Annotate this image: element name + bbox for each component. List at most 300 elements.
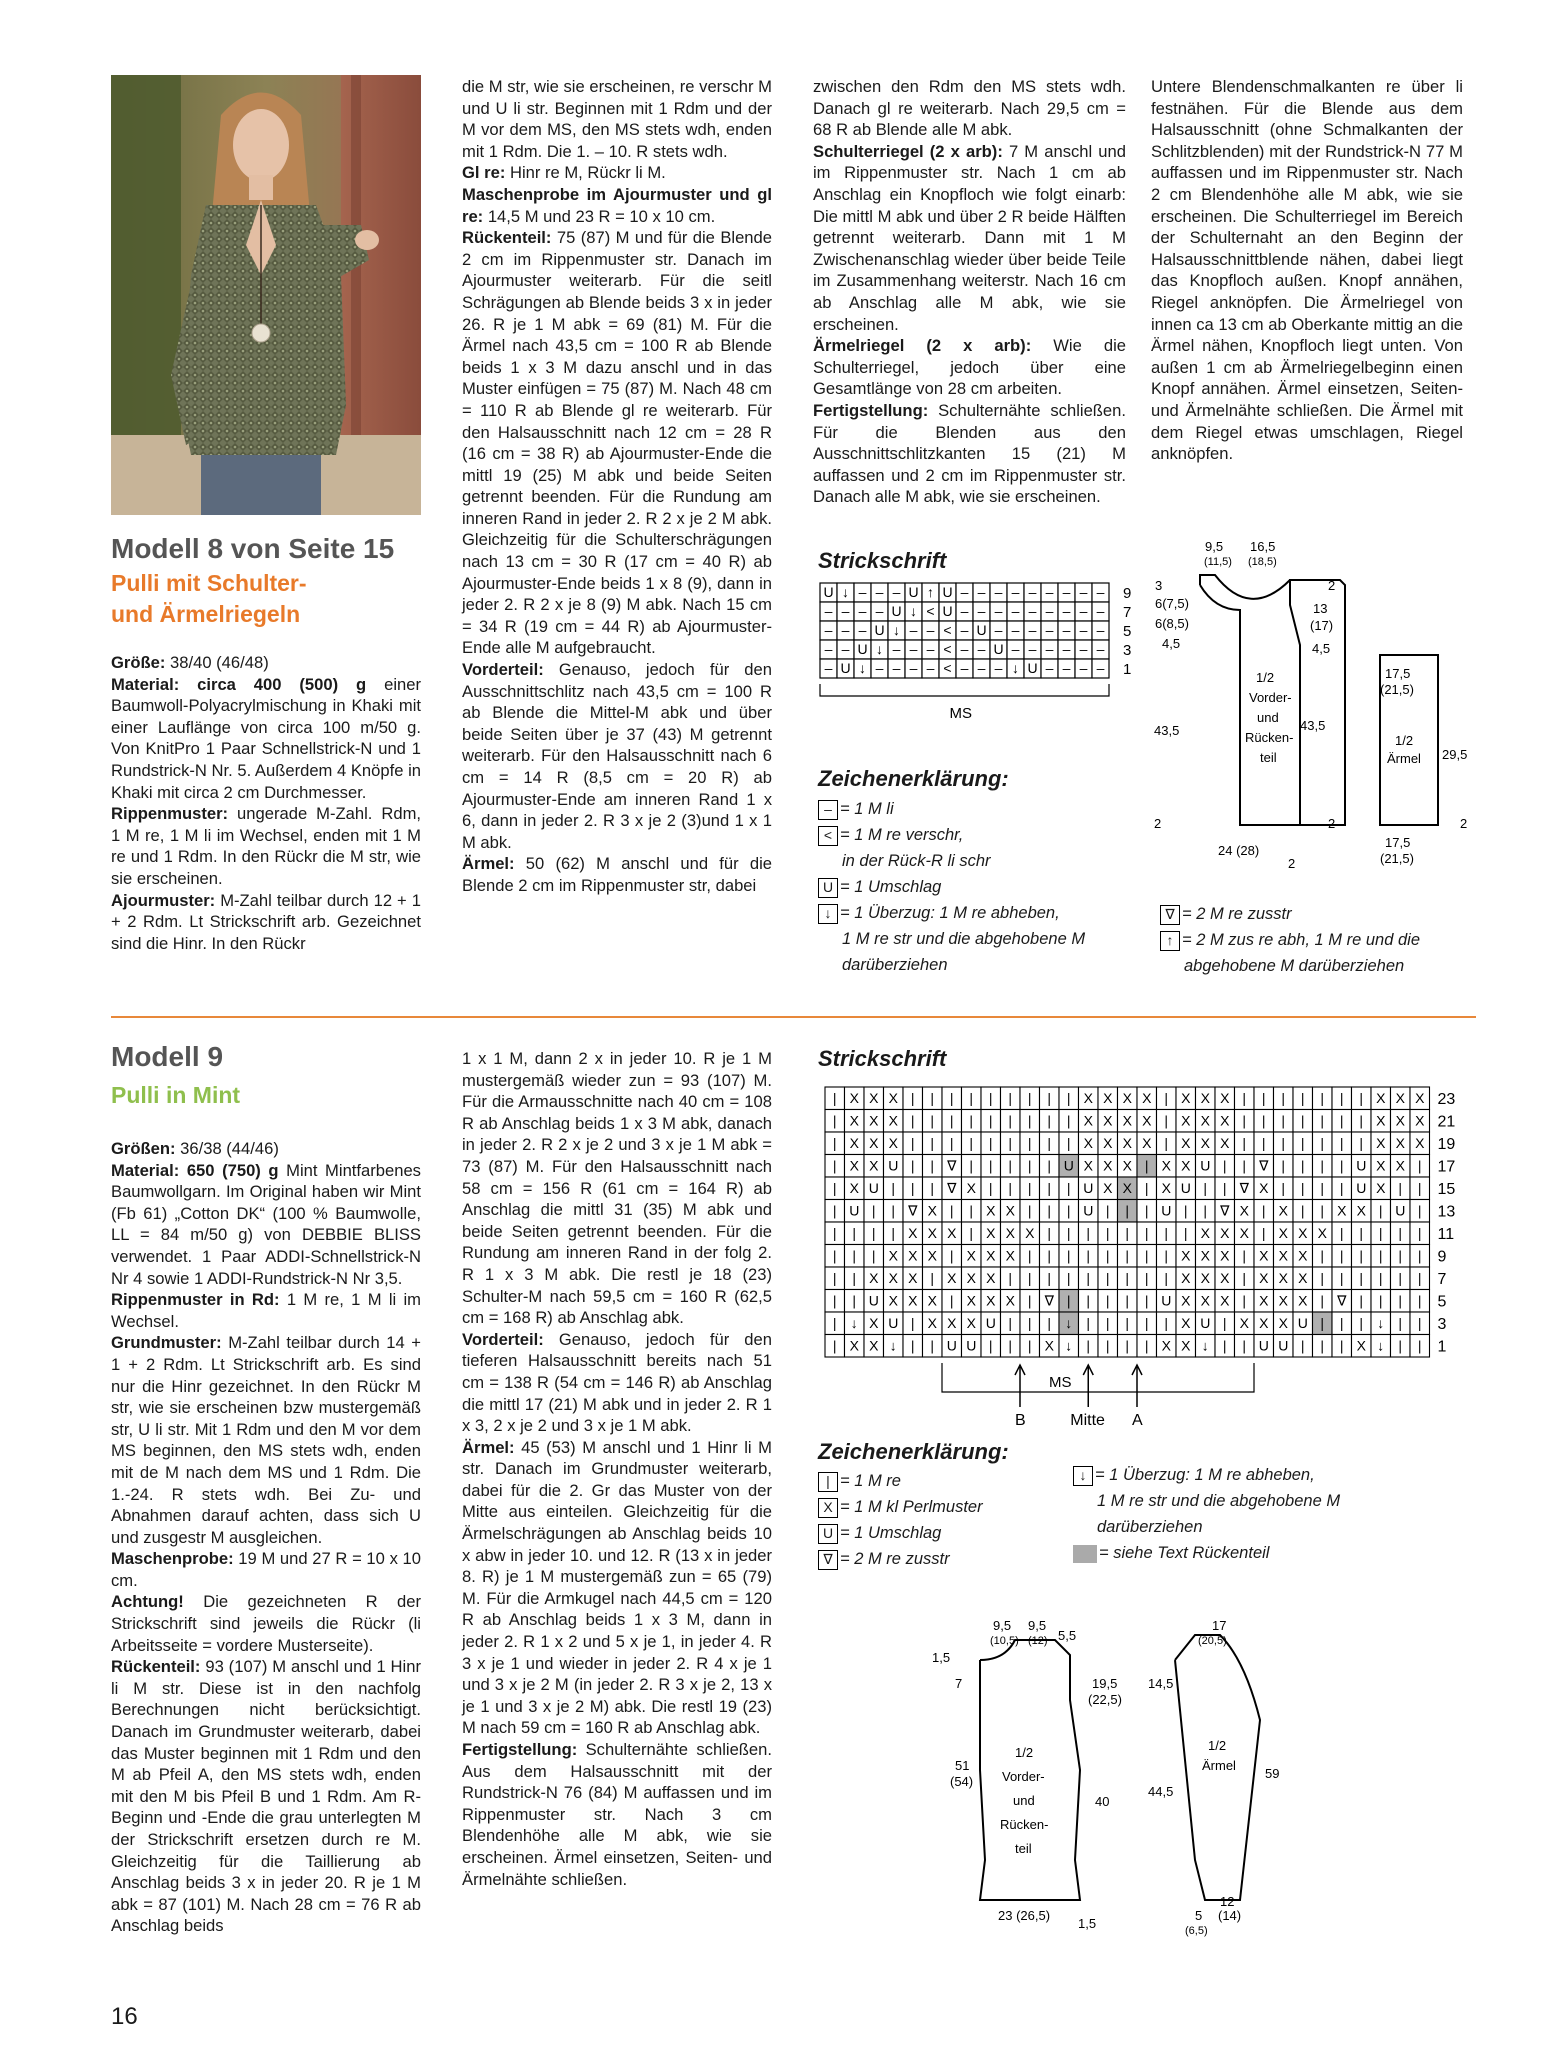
svg-text:–: – — [1062, 584, 1071, 600]
svg-text:|: | — [1144, 1247, 1149, 1264]
model8-legend — [818, 796, 1085, 978]
chart-cell — [1235, 1245, 1255, 1268]
s8-s-r2: 2 — [1460, 816, 1468, 831]
chart-cell — [1157, 1335, 1177, 1358]
svg-text:|: | — [1222, 1157, 1227, 1174]
chart-cell — [981, 1110, 1001, 1133]
paragraph-heading: Größe: — [111, 653, 166, 672]
chart-row-label: 5 — [1123, 623, 1132, 640]
svg-text:↓: ↓ — [1065, 1337, 1073, 1354]
chart-cell — [1001, 1087, 1021, 1110]
chart-cell — [923, 1245, 943, 1268]
chart-cell — [1001, 1132, 1021, 1155]
s8-r13b: (17) — [1310, 618, 1334, 633]
chart-row-label: 19 — [1437, 1136, 1456, 1153]
chart-cell — [990, 583, 1007, 602]
paragraph-text: Die gezeichneten R der Strickschrift sind jeweils die Rückr (li Arbeitsseite = vordere Musterseite). — [111, 1592, 421, 1655]
chart-cell — [990, 621, 1007, 640]
chart-cell — [884, 1222, 904, 1245]
chart-cell — [1274, 1155, 1294, 1178]
chart-cell — [1254, 1222, 1274, 1245]
svg-text:|: | — [1398, 1180, 1403, 1196]
chart-cell — [1391, 1177, 1411, 1200]
svg-text:|: | — [1417, 1292, 1422, 1309]
svg-text:X: X — [1376, 1180, 1386, 1196]
paragraph — [462, 853, 772, 896]
svg-text:|: | — [1164, 1090, 1169, 1106]
svg-text:|: | — [1047, 1090, 1052, 1106]
svg-text:X: X — [1161, 1157, 1171, 1174]
chart-cell — [1196, 1132, 1216, 1155]
chart-cell — [1215, 1110, 1235, 1133]
svg-text:|: | — [1125, 1225, 1130, 1241]
chart-cell — [1058, 583, 1075, 602]
paragraph — [462, 227, 772, 659]
svg-text:X: X — [1005, 1247, 1015, 1264]
paragraph — [462, 1739, 772, 1890]
svg-text:X: X — [1083, 1135, 1093, 1151]
chart-cell — [1371, 1312, 1391, 1335]
chart-cell — [1391, 1110, 1411, 1133]
chart-cell — [1098, 1290, 1118, 1313]
arrow-mitte-label: Mitte — [1070, 1412, 1105, 1429]
paragraph-text: 38/40 (46/48) — [165, 653, 269, 672]
chart-cell — [1332, 1290, 1352, 1313]
chart-cell — [1098, 1312, 1118, 1335]
chart-cell — [1059, 1177, 1079, 1200]
chart-cell — [981, 1200, 1001, 1223]
chart-cell — [1215, 1222, 1235, 1245]
s8-right435: 43,5 — [1300, 718, 1326, 733]
model8-subtitle-line2: und Ärmelriegeln — [111, 601, 301, 627]
chart-cell — [1313, 1177, 1333, 1200]
s9-s-r59: 59 — [1265, 1766, 1280, 1781]
svg-text:∇: ∇ — [947, 1157, 957, 1174]
chart-cell — [939, 659, 956, 678]
chart-cell — [1075, 621, 1092, 640]
svg-text:X: X — [1142, 1135, 1152, 1151]
svg-text:U: U — [874, 622, 885, 638]
chart-cell — [1079, 1267, 1099, 1290]
chart-cell — [962, 1222, 982, 1245]
chart-cell — [820, 602, 837, 621]
paragraph — [111, 1160, 421, 1290]
chart-cell — [864, 1200, 884, 1223]
svg-text:↓: ↓ — [850, 1315, 858, 1331]
svg-text:U: U — [946, 1337, 957, 1354]
chart-cell — [1058, 621, 1075, 640]
svg-text:X: X — [1356, 1202, 1366, 1219]
legend-entry — [818, 1520, 983, 1546]
svg-text:–: – — [1079, 641, 1088, 657]
chart-cell — [888, 659, 905, 678]
chart-cell — [845, 1290, 865, 1313]
svg-text:|: | — [1398, 1315, 1403, 1331]
model9-chart-title: Strickschrift — [818, 1046, 947, 1071]
svg-text:|: | — [1281, 1135, 1286, 1151]
s8-left435: 43,5 — [1154, 723, 1180, 738]
svg-text:|: | — [1359, 1247, 1364, 1264]
legend-symbol: ∇ — [818, 1550, 838, 1570]
chart-cell — [1371, 1222, 1391, 1245]
svg-text:|: | — [832, 1180, 837, 1196]
svg-text:|: | — [1320, 1135, 1325, 1151]
svg-text:X: X — [927, 1247, 937, 1264]
chart-cell — [825, 1222, 845, 1245]
svg-text:X: X — [1083, 1090, 1093, 1106]
svg-text:|: | — [1047, 1157, 1052, 1174]
chart-cell — [1079, 1087, 1099, 1110]
s9-t3: 5,5 — [1058, 1628, 1077, 1643]
chart-row-label: 3 — [1123, 642, 1132, 659]
legend-entry — [818, 1468, 983, 1494]
chart-cell — [903, 1132, 923, 1155]
paragraph-heading: Material: 650 (750) g — [111, 1160, 279, 1180]
svg-text:|: | — [1339, 1135, 1344, 1151]
svg-text:X: X — [927, 1315, 937, 1331]
svg-text:X: X — [1161, 1337, 1171, 1354]
svg-text:X: X — [1278, 1315, 1288, 1331]
chart-cell — [939, 640, 956, 659]
chart-cell — [1235, 1110, 1255, 1133]
chart-cell — [1020, 1222, 1040, 1245]
paragraph — [111, 890, 421, 955]
svg-text:X: X — [966, 1292, 976, 1309]
svg-text:X: X — [1376, 1135, 1386, 1151]
svg-text:|: | — [1066, 1135, 1071, 1151]
svg-text:–: – — [1045, 660, 1054, 676]
svg-text:|: | — [1300, 1157, 1305, 1174]
svg-text:X: X — [1083, 1112, 1093, 1129]
svg-text:|: | — [1047, 1180, 1052, 1196]
model9-knitting-chart — [820, 1082, 1480, 1429]
svg-text:|: | — [1378, 1292, 1383, 1309]
svg-text:↓: ↓ — [889, 1337, 897, 1354]
paragraph-heading: Maschenprobe: — [111, 1549, 234, 1569]
chart-cell — [956, 640, 973, 659]
ms-bracket — [820, 684, 1109, 696]
chart-cell — [1040, 1245, 1060, 1268]
chart-cell — [981, 1312, 1001, 1335]
chart-cell — [1235, 1200, 1255, 1223]
chart-cell — [825, 1267, 845, 1290]
svg-text:X: X — [1317, 1225, 1327, 1241]
paragraph-heading: Rippenmuster in Rd: — [111, 1290, 280, 1310]
svg-text:X: X — [1083, 1157, 1093, 1174]
chart-cell — [1098, 1110, 1118, 1133]
chart-cell — [1176, 1132, 1196, 1155]
svg-text:|: | — [988, 1112, 993, 1129]
chart-cell — [942, 1245, 962, 1268]
svg-text:U: U — [868, 1292, 879, 1309]
chart-cell — [1058, 659, 1075, 678]
legend-text: = 2 M re zusstr — [1182, 905, 1292, 923]
svg-text:↓: ↓ — [1377, 1337, 1385, 1354]
chart-cell — [1157, 1087, 1177, 1110]
svg-text:–: – — [1011, 603, 1020, 619]
svg-text:|: | — [930, 1180, 935, 1196]
svg-text:|: | — [1339, 1225, 1344, 1241]
svg-text:|: | — [1417, 1225, 1422, 1241]
svg-text:–: – — [1045, 641, 1054, 657]
chart-cell — [1371, 1267, 1391, 1290]
legend-text: = 1 M re verschr, — [840, 826, 964, 844]
svg-text:–: – — [824, 660, 833, 676]
svg-text:X: X — [1239, 1315, 1249, 1331]
svg-text:–: – — [1096, 660, 1105, 676]
svg-text:|: | — [1242, 1157, 1247, 1174]
chart-cell — [942, 1290, 962, 1313]
chart-cell — [1118, 1222, 1138, 1245]
s9-t1b: (10,5) — [990, 1635, 1019, 1647]
svg-text:|: | — [1027, 1090, 1032, 1106]
svg-text:|: | — [1125, 1270, 1130, 1286]
chart-cell — [1196, 1110, 1216, 1133]
s8-s-topb: (21,5) — [1380, 682, 1414, 697]
svg-text:–: – — [1028, 641, 1037, 657]
chart-cell — [1352, 1312, 1372, 1335]
chart-cell — [884, 1335, 904, 1358]
svg-text:|: | — [988, 1337, 993, 1354]
s8-br2: 2 — [1328, 816, 1336, 831]
chart-cell — [1332, 1110, 1352, 1133]
svg-text:|: | — [1203, 1180, 1208, 1196]
legend-text: = 1 M li — [840, 800, 894, 818]
chart-cell — [1254, 1155, 1274, 1178]
paragraph — [813, 141, 1126, 335]
chart-cell — [1293, 1110, 1313, 1133]
svg-text:|: | — [1105, 1292, 1110, 1309]
svg-text:|: | — [1066, 1090, 1071, 1106]
svg-text:|: | — [1281, 1180, 1286, 1196]
chart-cell — [1020, 1155, 1040, 1178]
svg-text:|: | — [1008, 1270, 1013, 1286]
chart-cell — [1020, 1110, 1040, 1133]
chart-cell — [888, 583, 905, 602]
chart-cell — [1352, 1335, 1372, 1358]
svg-text:|: | — [1144, 1270, 1149, 1286]
svg-text:X: X — [966, 1315, 976, 1331]
svg-text:|: | — [1066, 1292, 1071, 1309]
paragraph-text: 19 M und 27 R = 10 x 10 cm. — [111, 1549, 421, 1590]
chart-cell — [825, 1110, 845, 1133]
ms-bracket — [942, 1363, 1254, 1392]
svg-text:–: – — [892, 641, 901, 657]
legend-symbol: | — [818, 1472, 838, 1492]
s9-r40: 40 — [1095, 1794, 1110, 1809]
chart-cell — [939, 621, 956, 640]
paragraph — [813, 335, 1126, 400]
legend-symbol: – — [818, 800, 838, 820]
chart-cell — [1293, 1222, 1313, 1245]
chart-cell — [923, 1155, 943, 1178]
svg-text:↓: ↓ — [859, 660, 866, 676]
chart-cell — [871, 602, 888, 621]
chart-cell — [962, 1155, 982, 1178]
s9-l7: 7 — [955, 1676, 963, 1691]
chart-cell — [922, 602, 939, 621]
svg-text:X: X — [966, 1270, 976, 1286]
svg-text:↑: ↑ — [927, 584, 934, 600]
legend-entry — [818, 926, 1085, 952]
svg-text:U: U — [1278, 1337, 1289, 1354]
svg-text:–: – — [1045, 603, 1054, 619]
chart-cell — [1391, 1155, 1411, 1178]
paragraph-text: Schulternähte schließen. Aus dem Halsausschnitt mit der Rundstrick-N 76 (84) M auffassen und im Rippenmuster str. Nach 3 cm Blendenhöhe alle M abk, wie sie erscheinen. Ärmel einsetzen, Seiten- und Ärmelnähte schließen. — [462, 1740, 772, 1889]
paragraph-text: Schulternähte schließen. Für die Blenden aus den Ausschnittschlitzkanten 15 (21) M auffassen und 2 cm im Rippenmuster str. Danach alle M abk, wie sie erscheinen. — [813, 400, 1126, 507]
chart-cell — [1137, 1290, 1157, 1313]
chart-cell — [981, 1155, 1001, 1178]
paragraph — [111, 674, 421, 804]
s8-r13: 13 — [1313, 601, 1328, 616]
chart-cell — [1176, 1267, 1196, 1290]
chart-cell — [973, 640, 990, 659]
chart-cell — [864, 1335, 884, 1358]
chart-cell — [1058, 640, 1075, 659]
chart-cell — [1274, 1267, 1294, 1290]
svg-text:|: | — [1105, 1270, 1110, 1286]
svg-text:|: | — [1008, 1337, 1013, 1354]
paragraph-heading: Fertigstellung: — [462, 1740, 578, 1759]
chart-cell — [903, 1267, 923, 1290]
s9-bottom2: 1,5 — [1078, 1916, 1097, 1931]
chart-cell — [1024, 659, 1041, 678]
legend-entry — [818, 1546, 983, 1572]
svg-text:|: | — [1125, 1292, 1130, 1309]
chart-cell — [1098, 1245, 1118, 1268]
chart-cell — [923, 1312, 943, 1335]
chart-cell — [1040, 1132, 1060, 1155]
chart-cell — [942, 1177, 962, 1200]
s8-l3: 3 — [1155, 578, 1163, 593]
s9-s-top: 17 — [1212, 1618, 1227, 1633]
svg-text:|: | — [1320, 1112, 1325, 1129]
chart-cell — [903, 1245, 923, 1268]
chart-cell — [1352, 1290, 1372, 1313]
svg-text:|: | — [1320, 1157, 1325, 1174]
svg-text:X: X — [1181, 1292, 1191, 1309]
chart-cell — [903, 1087, 923, 1110]
chart-cell — [1254, 1110, 1274, 1133]
chart-cell — [1137, 1267, 1157, 1290]
paragraph-text: Wie die Schulterriegel, jedoch über eine Gesamtlänge von 28 cm arbeiten. — [813, 336, 1126, 399]
svg-text:U: U — [908, 584, 919, 600]
chart-cell — [1157, 1200, 1177, 1223]
chart-cell — [1092, 602, 1109, 621]
s8-l6a: 6(7,5) — [1155, 596, 1189, 611]
svg-text:|: | — [1008, 1157, 1013, 1174]
paragraph — [462, 1329, 772, 1437]
chart-cell — [1352, 1177, 1372, 1200]
svg-text:X: X — [1376, 1090, 1386, 1106]
chart-cell — [1254, 1177, 1274, 1200]
chart-cell — [1040, 1177, 1060, 1200]
chart-cell — [1020, 1177, 1040, 1200]
chart-cell — [1001, 1267, 1021, 1290]
svg-text:X: X — [1278, 1225, 1288, 1241]
svg-text:X: X — [1220, 1135, 1230, 1151]
svg-text:X: X — [869, 1112, 879, 1129]
chart-cell — [845, 1087, 865, 1110]
chart-cell — [1176, 1290, 1196, 1313]
svg-text:X: X — [947, 1270, 957, 1286]
chart-cell — [1118, 1132, 1138, 1155]
svg-text:<: < — [943, 660, 952, 676]
chart-cell — [1137, 1177, 1157, 1200]
chart-cell — [962, 1132, 982, 1155]
svg-text:↓: ↓ — [1065, 1315, 1073, 1331]
svg-text:X: X — [1142, 1112, 1152, 1129]
paragraph-text: 45 (53) M anschl und 1 Hinr li M str. Danach im Grundmuster weiterarb, dabei für die 2. Gr das Muster von der Mitte aus einteilen. Gleichzeitig für die Ärmelschrägungen ab Anschlag beids 10 x abw in jeder 10. und 12. R (13 x in jeder 8. R) je 1 M mustergemäß zun = 65 (79) M. Für die Armkugel nach 44,5 cm = 120 R ab Anschlag beids 1 x 3 M, dann in jeder 2. R 1 x 2 und 5 x je 1, in jeder 4. R 3 x je 1 und wieder in jeder 2. R 4 x je 1 und 3 x je 2 M (in jeder 2. R 3 x je 2, 13 x je 1 und 3 x je 2 M) abk. Die restl 19 (23) M nach 59 cm = 160 R ab Anschlag abk. — [462, 1437, 772, 1738]
svg-text:|: | — [1300, 1112, 1305, 1129]
chart-cell — [1092, 583, 1109, 602]
chart-cell — [1001, 1200, 1021, 1223]
chart-cell — [1075, 583, 1092, 602]
s8-top1: 9,5 — [1205, 539, 1224, 554]
svg-text:|: | — [1339, 1337, 1344, 1354]
s9-s-b5b: (6,5) — [1185, 1925, 1208, 1937]
s9-s-b5: 5 — [1195, 1908, 1203, 1923]
svg-text:U: U — [993, 641, 1004, 657]
chart-cell — [1313, 1110, 1333, 1133]
chart-cell — [1332, 1132, 1352, 1155]
chart-cell — [837, 602, 854, 621]
legend-text: = 1 Umschlag — [840, 878, 942, 896]
chart-cell — [981, 1290, 1001, 1313]
svg-text:|: | — [1320, 1247, 1325, 1264]
s8-top1b: (11,5) — [1204, 556, 1232, 568]
svg-text:X: X — [1220, 1247, 1230, 1264]
model8-legend-title: Zeichenerklärung: — [818, 766, 1009, 791]
chart-row-label: 7 — [1437, 1271, 1447, 1288]
svg-text:|: | — [988, 1090, 993, 1106]
svg-text:|: | — [891, 1225, 896, 1241]
svg-text:|: | — [832, 1337, 837, 1354]
legend-symbol — [1073, 1545, 1097, 1563]
chart-cell — [962, 1110, 982, 1133]
chart-cell — [1332, 1087, 1352, 1110]
chart-cell — [973, 583, 990, 602]
s9-t2b: (12) — [1028, 1635, 1048, 1647]
chart-cell — [990, 640, 1007, 659]
chart-cell — [1235, 1312, 1255, 1335]
s8-s-bottom: 17,5 — [1385, 835, 1411, 850]
chart-cell — [1137, 1312, 1157, 1335]
chart-cell — [1157, 1222, 1177, 1245]
chart-cell — [845, 1312, 865, 1335]
paragraph-text: M-Zahl teilbar durch 14 + 1 + 2 Rdm. Lt Strickschrift arb. Es sind nur die Hinr gezeichnet. In den Rückr M str, wie sie erscheinen bzw mustergemäß str, U li str. Mit 1 Rdm und den M vor dem MS beginnen, den MS stets wdh, enden mit de M nach dem MS und 1 Rdm. Die 1.-24. R stets wdh. Bei Zu- und Abnahmen darauf achten, dass sich U und zusgestr M ausgleichen. — [111, 1333, 421, 1547]
svg-text:|: | — [1008, 1315, 1013, 1331]
chart-cell — [1079, 1200, 1099, 1223]
chart-cell — [1059, 1222, 1079, 1245]
chart-cell — [1215, 1290, 1235, 1313]
svg-text:|: | — [1086, 1315, 1091, 1331]
chart-cell — [981, 1132, 1001, 1155]
chart-cell — [1332, 1335, 1352, 1358]
svg-text:|: | — [1281, 1157, 1286, 1174]
chart-cell — [1410, 1155, 1430, 1178]
chart-cell — [1075, 640, 1092, 659]
chart-cell — [1001, 1155, 1021, 1178]
chart-cell — [1176, 1312, 1196, 1335]
chart-cell — [864, 1132, 884, 1155]
paragraph-heading: Grundmuster: — [111, 1333, 222, 1353]
svg-text:↓: ↓ — [842, 584, 849, 600]
svg-text:|: | — [1144, 1202, 1149, 1219]
chart-cell — [1007, 621, 1024, 640]
svg-text:–: – — [1045, 622, 1054, 638]
legend-entry — [1073, 1514, 1340, 1540]
